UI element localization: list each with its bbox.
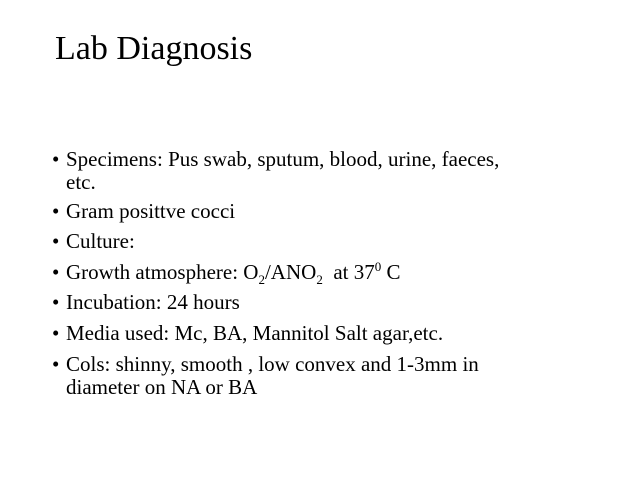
bullet-text: Specimens: Pus swab, sputum, blood, urine, faeces, [66, 147, 500, 171]
degree-superscript: 0 [374, 259, 382, 274]
bullet-marker: • [52, 147, 60, 171]
growth-mid: /ANO [264, 260, 317, 284]
bullet-marker: • [52, 199, 60, 223]
bullet-item-specimens-continuation: etc. [66, 170, 96, 194]
ano-subscript: 2 [316, 272, 323, 288]
growth-prefix: Growth atmosphere: O [66, 260, 259, 284]
bullet-marker: • [52, 321, 60, 345]
bullet-item-growth-atmosphere [52, 259, 401, 288]
bullet-item-incubation [52, 291, 240, 314]
growth-temperature: at 37 [322, 260, 375, 284]
bullet-marker: • [52, 260, 60, 284]
bullet-text: Gram posittve cocci [66, 199, 236, 223]
bullet-marker: • [52, 352, 60, 376]
oxygen-subscript: 2 [258, 272, 265, 288]
growth-suffix: C [381, 260, 401, 284]
bullet-text: Incubation: 24 hours [66, 290, 240, 314]
bullet-item-colonies-continuation: diameter on NA or BA [66, 375, 258, 399]
bullet-marker: • [52, 229, 60, 253]
bullet-text: Cols: shinny, smooth , low convex and 1-3mm in [66, 352, 479, 376]
bullet-item-specimens [52, 148, 499, 171]
bullet-item-media [52, 322, 443, 345]
bullet-item-culture [52, 230, 135, 253]
bullet-text: Media used: Mc, BA, Mannitol Salt agar,etc. [66, 321, 444, 345]
slide-title: Lab Diagnosis [55, 30, 253, 67]
bullet-item-gram [52, 200, 235, 223]
bullet-item-colonies [52, 353, 479, 376]
bullet-marker: • [52, 290, 60, 314]
bullet-text [66, 259, 401, 288]
bullet-text: Culture: [66, 229, 135, 253]
